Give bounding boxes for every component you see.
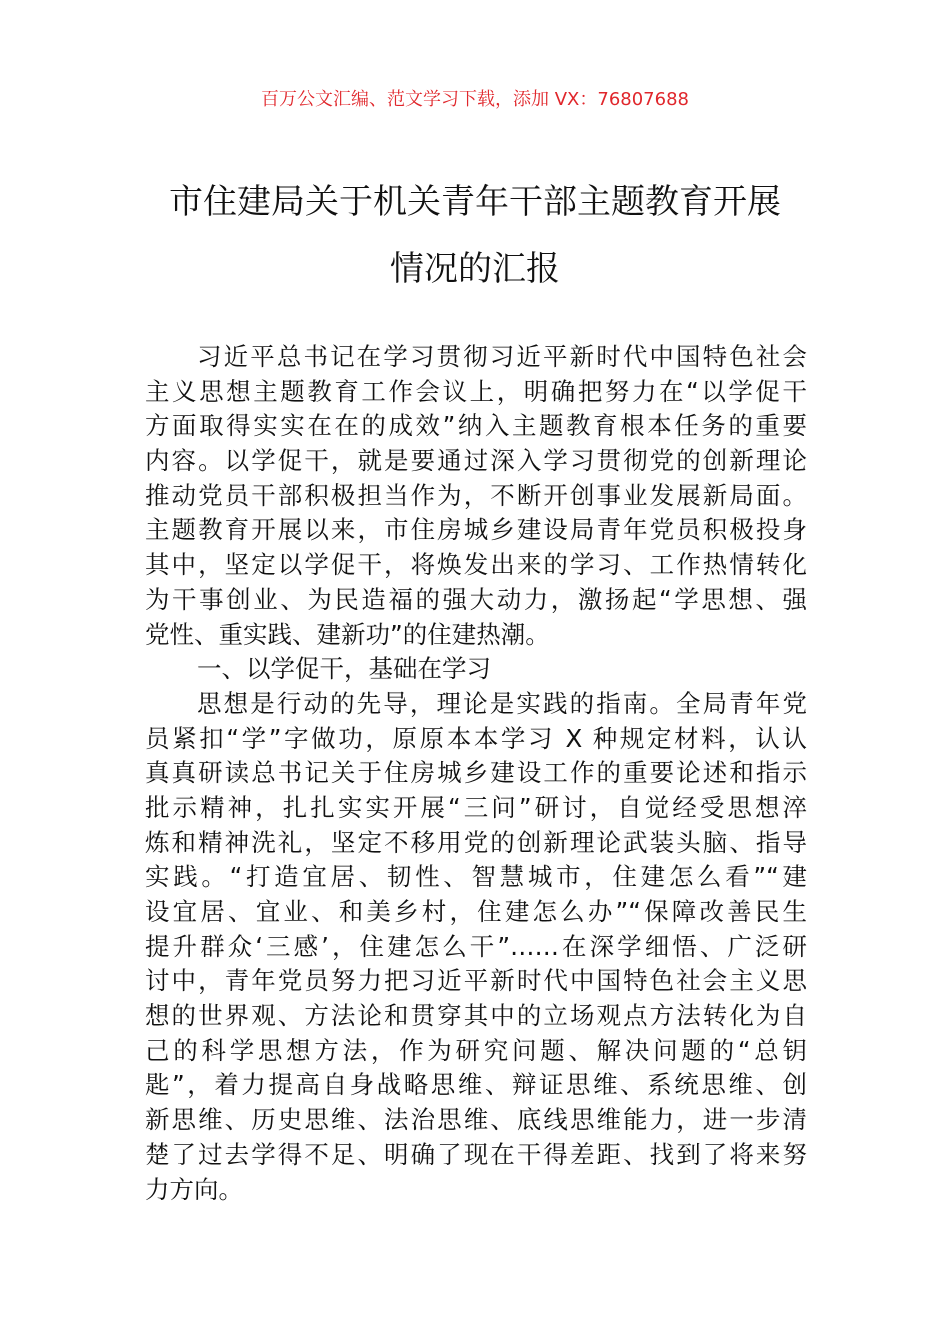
text-line: 批示精神，扎扎实实开展“三问”研讨，自觉经受思想淬: [145, 792, 807, 822]
text-line: 思想是行动的先导，理论是实践的指南。全局青年党: [197, 688, 807, 718]
text-line: 楚了过去学得不足、明确了现在干得差距、找到了将来努: [145, 1139, 807, 1169]
text-line: 设宜居、宜业、和美乡村，住建怎么办”“保障改善民生: [145, 897, 807, 926]
text-line: 主题教育开展以来，市住房城乡建设局青年党员积极投身: [145, 515, 807, 545]
text-line: 匙”，着力提高自身战略思维、辩证思维、系统思维、创: [145, 1070, 807, 1100]
text-line: 提升群众‘三感’，住建怎么干”……在深学细悟、广泛研: [145, 931, 807, 961]
paragraph: [145, 687, 807, 1207]
text-line: 想的世界观、方法论和贯穿其中的立场观点方法转化为自: [145, 1001, 807, 1031]
text-line: 其中，坚定以学促干，将焕发出来的学习、工作热情转化: [145, 550, 807, 580]
text-line: 实践。“打造宜居、韧性、智慧城市，住建怎么看”“建: [145, 862, 807, 892]
text-line: 炼和精神洗礼，坚定不移用党的创新理论武装头脑、指导: [145, 827, 807, 857]
text-line: 真真研读总书记关于住房城乡建设工作的重要论述和指示: [145, 758, 807, 788]
text-line: 己的科学思想方法，作为研究问题、解决问题的“总钥: [145, 1035, 807, 1065]
text-line: 党性、重实践、建新功”的住建热潮。: [145, 619, 550, 649]
text-line: 讨中，青年党员努力把习近平新时代中国特色社会主义思: [145, 966, 807, 996]
paragraph: [145, 340, 807, 652]
document-title-line-1: 市住建局关于机关青年干部主题教育开展: [169, 182, 781, 222]
text-line: 内容。以学促干，就是要通过深入学习贯彻党的创新理论: [145, 446, 807, 476]
document-title-line-2: 情况的汇报: [390, 249, 560, 289]
document-body: [145, 340, 807, 1207]
text-line: 员紧扣“学”字做功，原原本本学习 X 种规定材料，认认: [145, 723, 807, 753]
text-line: 为干事创业、为民造福的强大动力，激扬起“学思想、强: [145, 584, 807, 614]
text-line: 方面取得实实在在的成效”纳入主题教育根本任务的重要: [145, 411, 807, 441]
text-line: 力方向。: [145, 1174, 243, 1204]
text-line: 新思维、历史思维、法治思维、底线思维能力，进一步清: [145, 1105, 807, 1135]
text-line: 一、以学促干，基础在学习: [197, 654, 491, 684]
text-line: 主义思想主题教育工作会议上，明确把努力在“以学促干: [145, 376, 807, 406]
watermark-header: 百万公文汇编、范文学习下载，添加 VX：76807688: [261, 89, 689, 110]
text-line: 习近平总书记在学习贯彻习近平新时代中国特色社会: [197, 342, 807, 371]
section-heading: [145, 652, 807, 687]
text-line: 推动党员干部积极担当作为，不断开创事业发展新局面。: [145, 480, 807, 510]
